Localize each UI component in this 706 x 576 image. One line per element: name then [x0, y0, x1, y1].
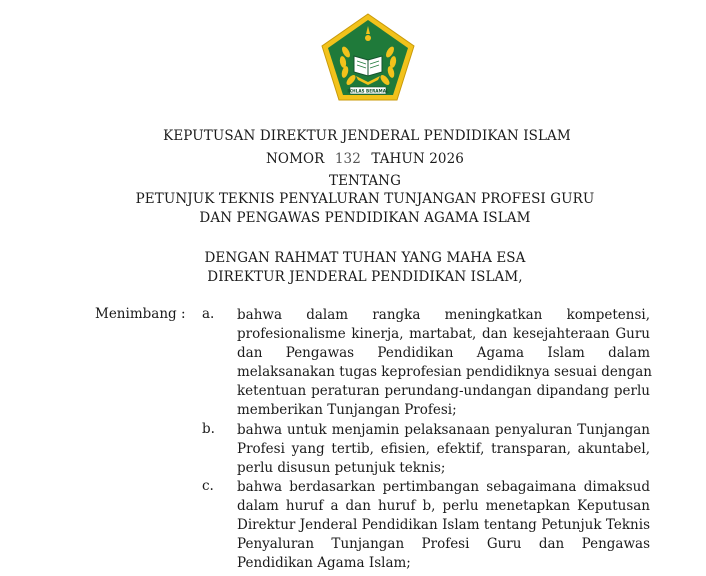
- emblem-banner-text: IKHLAS BERAMAL: [347, 88, 389, 94]
- kemenag-emblem-icon: [320, 12, 416, 102]
- tahun-label: TAHUN 2026: [371, 151, 464, 167]
- item-a-line: ketentuan peraturan perundang-undangan dipandang perlu: [237, 383, 650, 399]
- tentang-heading: TENTANG: [329, 173, 401, 189]
- nomor-label: NOMOR: [266, 151, 325, 167]
- item-letter-c: c.: [202, 478, 214, 494]
- item-letter-a: a.: [202, 306, 215, 322]
- item-b-line: bahwa untuk menjamin pelaksanaan penyaluran Tunjangan: [237, 422, 650, 438]
- subject-line-2: DAN PENGAWAS PENDIDIKAN AGAMA ISLAM: [199, 210, 531, 226]
- item-a-line: memberikan Tunjangan Profesi;: [237, 402, 457, 418]
- item-c-line: dalam huruf a dan huruf b, perlu menetapkan Keputusan: [237, 498, 650, 514]
- item-c-line: Pendidikan Agama Islam;: [237, 555, 411, 571]
- considering-item-c: [237, 478, 650, 573]
- preamble-line-2: DIREKTUR JENDERAL PENDIDIKAN ISLAM,: [207, 269, 523, 285]
- item-c-line: Direktur Jenderal Pendidikan Islam tentang Petunjuk Teknis: [237, 517, 650, 533]
- considering-item-a: [237, 306, 650, 420]
- considering-label: Menimbang: [95, 306, 177, 322]
- item-letter-b: b.: [202, 421, 215, 437]
- nomor-value: 132: [334, 151, 361, 167]
- item-c-line: bahwa berdasarkan pertimbangan sebagaimana dimaksud: [237, 479, 650, 495]
- item-a-line: dan Pengawas Pendidikan Agama Islam dalam: [237, 345, 650, 361]
- subject-line-1: PETUNJUK TEKNIS PENYALURAN TUNJANGAN PROFESI GURU: [135, 191, 595, 207]
- item-a-line: melaksanakan tugas keprofesian pendidiknya sesuai dengan: [237, 364, 652, 380]
- considering-item-b: [237, 421, 650, 478]
- item-c-line: Penyaluran Tunjangan Profesi Guru dan Pengawas: [237, 536, 650, 552]
- decree-title: KEPUTUSAN DIREKTUR JENDERAL PENDIDIKAN ISLAM: [163, 128, 571, 144]
- preamble-line-1: DENGAN RAHMAT TUHAN YANG MAHA ESA: [204, 250, 526, 266]
- decree-number-line: [12, 151, 706, 167]
- item-a-line: profesionalisme kinerja, martabat, dan kesejahteraan Guru: [237, 326, 650, 342]
- item-a-line: bahwa dalam rangka meningkatkan kompetensi,: [237, 307, 650, 323]
- item-b-line: perlu disusun petunjuk teknis;: [237, 460, 446, 476]
- item-b-line: Profesi yang tertib, efisien, efektif, transparan, akuntabel,: [237, 441, 650, 457]
- considering-colon: :: [181, 306, 186, 322]
